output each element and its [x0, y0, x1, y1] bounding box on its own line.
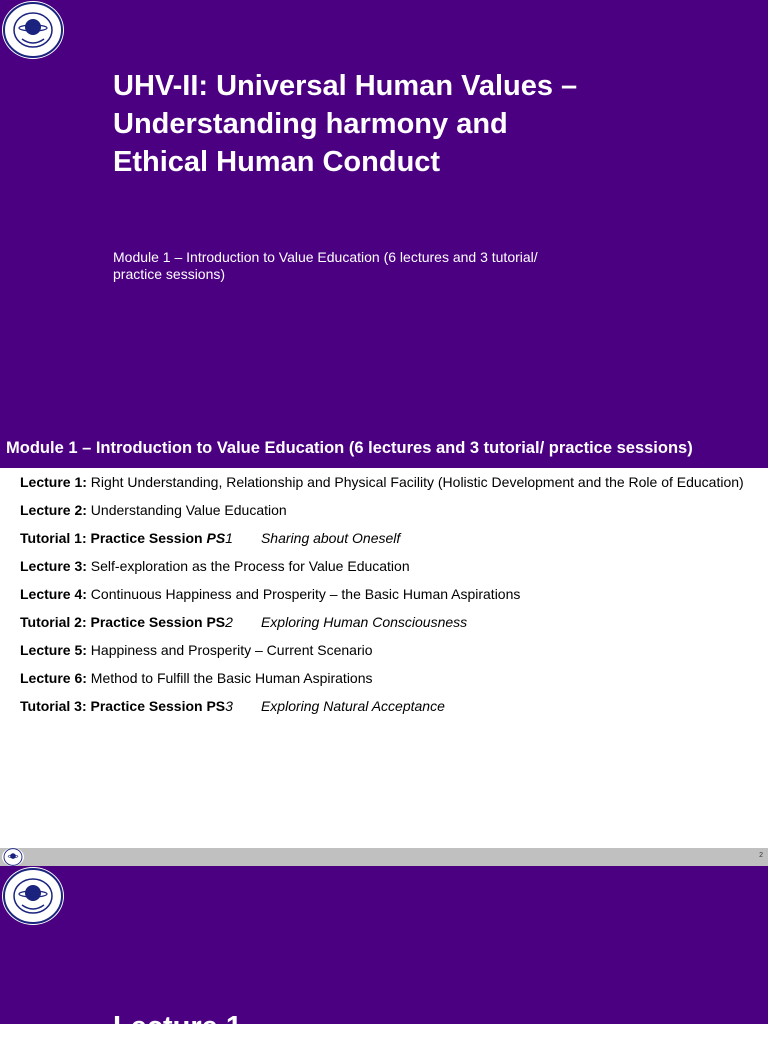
list-item [20, 670, 760, 687]
list-item [20, 530, 760, 547]
item-text: Continuous Happiness and Prosperity – the Basic Human Aspirations [86, 586, 521, 602]
item-label: Lecture 1: [20, 474, 87, 490]
page-number: 2 [759, 852, 763, 859]
uhv-logo-icon [2, 867, 64, 925]
item-label: Lecture 6: [20, 670, 87, 686]
list-item [20, 558, 760, 575]
module-slide [0, 428, 768, 848]
list-item [20, 698, 760, 715]
item-topic: Exploring Human Consciousness [260, 614, 468, 630]
item-label: Lecture 4: [20, 586, 87, 602]
item-label: Lecture 3: [20, 558, 87, 574]
slide-footer [0, 848, 768, 866]
item-label: Lecture 5: [20, 642, 87, 658]
item-code: 2 [225, 614, 233, 630]
item-text: Understanding Value Education [86, 502, 287, 518]
item-text: Right Understanding, Relationship and Physical Facility (Holistic Development and the Role of Education) [86, 474, 744, 490]
list-item [20, 642, 760, 659]
slide-title: UHV-II: Universal Human Values – Understanding harmony and Ethical Human Conduct [113, 70, 578, 178]
item-text: Happiness and Prosperity – Current Scenario [86, 642, 373, 658]
list-item [20, 474, 760, 491]
item-topic: Sharing about Oneself [260, 530, 401, 546]
item-label: Lecture 2: [20, 502, 87, 518]
item-code: 3 [225, 698, 233, 714]
list-item [20, 502, 760, 519]
title-slide [0, 0, 768, 428]
item-text: Self-exploration as the Process for Value Education [86, 558, 410, 574]
item-text: Method to Fulfill the Basic Human Aspirations [86, 670, 373, 686]
item-label-italic: PS [206, 530, 226, 546]
item-label: Tutorial 2: Practice Session PS [20, 614, 226, 630]
item-label: Tutorial 1: Practice Session [20, 530, 207, 546]
module-header: Module 1 – Introduction to Value Education (6 lectures and 3 tutorial/ practice sessions) [0, 428, 768, 468]
list-item [20, 614, 760, 631]
lecture-slide [0, 866, 768, 1043]
slide-subtitle: Module 1 – Introduction to Value Education (6 lectures and 3 tutorial/ practice sessions) [113, 249, 538, 282]
item-topic: Exploring Natural Acceptance [260, 698, 445, 714]
lecture-list [20, 474, 760, 726]
lecture-title: Lecture 1 [113, 1011, 242, 1043]
list-item [20, 586, 760, 603]
item-label: Tutorial 3: Practice Session PS [20, 698, 226, 714]
item-code: 1 [225, 530, 233, 546]
uhv-logo-icon [2, 1, 64, 59]
uhv-logo-small-icon [2, 848, 24, 866]
